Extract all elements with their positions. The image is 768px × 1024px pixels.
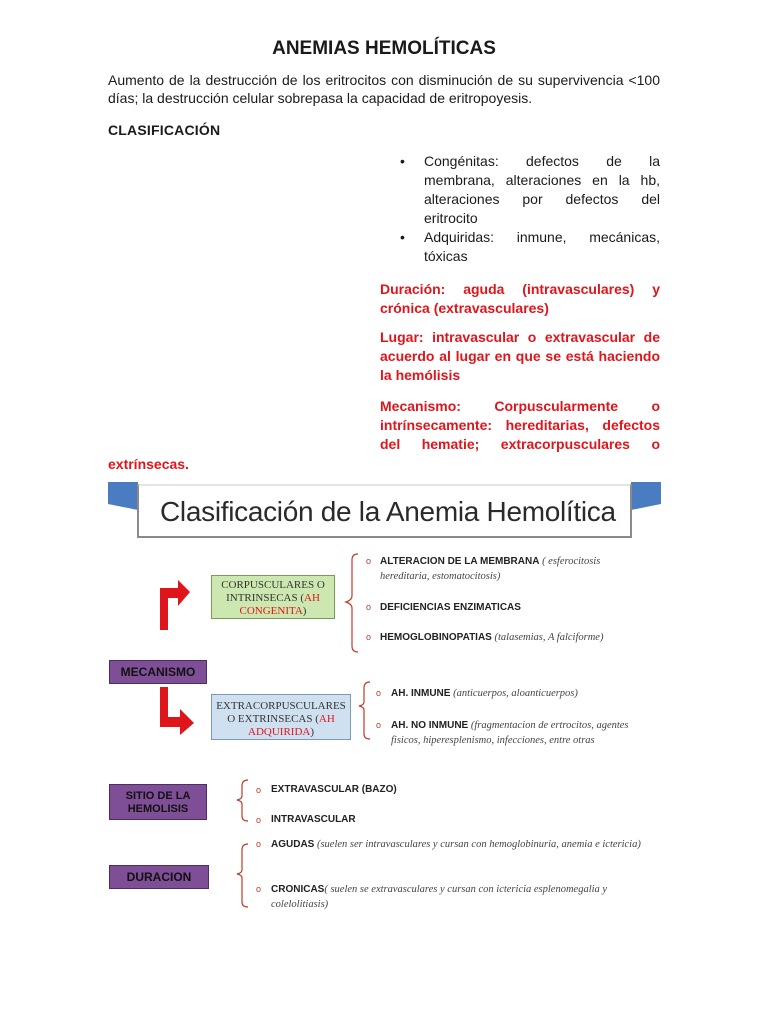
list-item: • Adquiridas: inmune, mecánicas, tóxicas [400, 229, 660, 264]
list-item: EXTRAVASCULAR (BAZO) [271, 784, 397, 795]
circle-bullet-icon: o [256, 839, 262, 849]
list-item: HEMOGLOBINOPATIAS (talasemias, A falciforme) [380, 632, 604, 643]
mecanismo-paragraph: Mecanismo: Corpuscularmente o intrínsecamente: hereditarias, defectos del hematie; extracorpusculares o [380, 398, 660, 452]
circle-bullet-icon: o [366, 556, 372, 566]
clasificacion-heading: CLASIFICACIÓN [108, 122, 221, 138]
sitio-hemolisis-label: SITIO DE LA HEMOLISIS [109, 784, 207, 820]
lugar-paragraph: Lugar: intravascular o extravascular de acuerdo al lugar en que se está haciendo la hemólisis [380, 329, 660, 383]
circle-bullet-icon: o [256, 884, 262, 894]
list-item: ALTERACION DE LA MEMBRANA ( esferocitosis hereditaria, estomatocitosis) [380, 556, 601, 582]
list-item: INTRAVASCULAR [271, 814, 356, 825]
list-item: • Congénitas: defectos de la membrana, alteraciones en la hb, alteraciones por defectos del eritrocito [400, 153, 660, 226]
duracion-label: DURACION [109, 865, 209, 889]
classification-figure [108, 482, 661, 912]
list-item: AH. NO INMUNE (fragmentacion de ertrocitos, agentes fisicos, hiperesplenismo, infecciones, entre otras [391, 720, 629, 746]
duracion-paragraph: Duración: aguda (intravasculares) y crónica (extravasculares) [380, 281, 660, 316]
circle-bullet-icon: o [376, 720, 382, 730]
mecanismo-label: MECANISMO [109, 660, 207, 684]
list-item: AH. INMUNE (anticuerpos, aloanticuerpos) [391, 688, 578, 699]
circle-bullet-icon: o [366, 602, 372, 612]
classification-list [380, 152, 660, 266]
circle-bullet-icon: o [366, 632, 372, 642]
figure-title: Clasificación de la Anemia Hemolítica [160, 496, 616, 527]
intro-paragraph: Aumento de la destrucción de los eritrocitos con disminución de su supervivencia <100 días; la destrucción celular sobrepasa la capacidad de eritropoyesis. [108, 72, 660, 106]
mecanismo-paragraph-end: extrínsecas. [108, 456, 189, 472]
list-item: DEFICIENCIAS ENZIMATICAS [380, 602, 521, 613]
corpusculares-box: CORPUSCULARES O INTRINSECAS (AH CONGENITA) [211, 575, 335, 619]
circle-bullet-icon: o [256, 815, 262, 825]
bullet-icon: • [400, 153, 405, 169]
bullet-icon: • [400, 229, 405, 245]
circle-bullet-icon: o [376, 688, 382, 698]
extracorpusculares-box: EXTRACORPUSCULARES O EXTRINSECAS (AH ADQUIRIDA) [211, 694, 351, 740]
list-item: CRONICAS( suelen se extravasculares y cursan con ictericia esplenomegalia y colelolitiasis) [271, 884, 608, 910]
page-title: ANEMIAS HEMOLÍTICAS [272, 38, 496, 59]
circle-bullet-icon: o [256, 785, 262, 795]
list-item: AGUDAS (suelen ser intravasculares y cursan con hemoglobinuria, anemia e ictericia) [271, 839, 641, 850]
